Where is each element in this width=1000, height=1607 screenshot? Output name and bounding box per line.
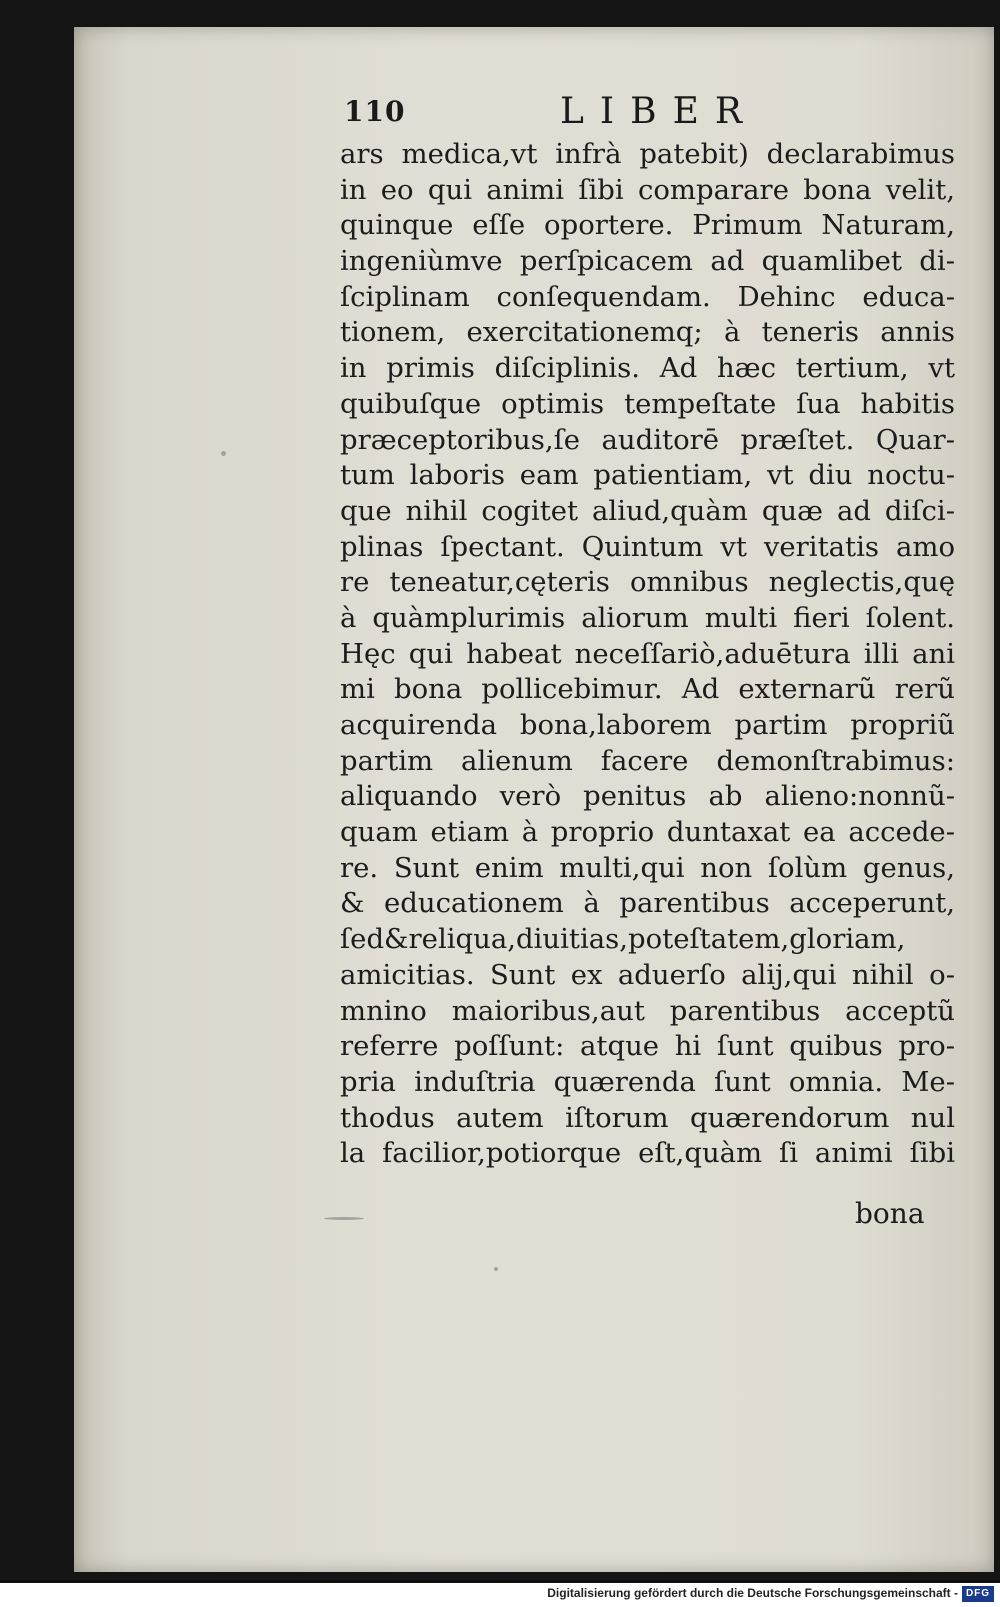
text-line: referre poſſunt: atque hi ſunt quibus pro-	[340, 1030, 955, 1063]
text-line: tionem, exercitationemq; à teneris annis	[340, 316, 955, 349]
text-line: & educationem à parentibus acceperunt,	[340, 887, 955, 920]
text-line: quibuſque optimis tempeſtate ſua habitis	[340, 387, 955, 420]
text-line: acquirenda bona,laborem partim propriũ	[340, 709, 955, 741]
text-line: quinque eſſe oportere. Primum Naturam,	[340, 209, 955, 242]
funding-credit: Digitalisierung gefördert durch die Deutsche Forschungsgemeinschaft -	[547, 1586, 958, 1600]
text-line: la facilior,potiorque eſt,quàm ſi animi ſibi	[340, 1137, 955, 1170]
text-line: que nihil cogitet aliud,quàm quæ ad diſci-	[340, 494, 955, 527]
text-line: ingeniùmve perſpicacem ad quamlibet di-	[340, 245, 955, 278]
text-line: mi bona pollicebimur. Ad externarũ rerũ	[340, 673, 955, 706]
running-head	[344, 91, 944, 135]
text-line: plinas ſpectant. Quintum vt veritatis amo	[340, 530, 955, 563]
running-head-title: LIBER	[560, 91, 758, 132]
text-line: ſciplinam conſequendam. Dehinc educa-	[340, 280, 955, 313]
text-line: præceptoribus,ſe auditorē præſtet. Quar-	[340, 423, 955, 456]
body-text	[340, 137, 955, 1172]
text-line: amicitias. Sunt ex aduerſo alij,qui nihil o-	[340, 958, 955, 991]
page-number: 110	[344, 95, 406, 128]
text-line: pria induſtria quærenda ſunt omnia. Me-	[340, 1065, 955, 1098]
ink-speck	[324, 1217, 364, 1220]
text-line: re teneatur,cęteris omnibus neglectis,quę	[340, 566, 955, 599]
text-line: ſed&reliqua,diuitias,poteſtatem,gloriam,	[340, 923, 906, 956]
text-line: thodus autem iſtorum quærendorum nul	[340, 1101, 955, 1134]
ink-speck	[494, 1267, 498, 1271]
text-line: ars medica,vt infrà patebit) declarabimus	[340, 138, 955, 170]
text-line: in eo qui animi ſibi comparare bona velit,	[340, 173, 955, 206]
text-line: re. Sunt enim multi,qui non ſolùm genus,	[340, 851, 955, 884]
digitization-footer	[0, 1583, 1000, 1607]
text-line: partim alienum facere demonſtrabimus:	[340, 744, 955, 777]
text-line: Hęc qui habeat neceſſariò,aduētura illi ani	[340, 637, 955, 670]
ink-speck	[221, 451, 226, 456]
text-line: in primis diſciplinis. Ad hæc tertium, vt	[340, 352, 955, 385]
text-line: tum laboris eam patientiam, vt diu noctu-	[340, 459, 955, 492]
catchword: bona	[855, 1197, 925, 1230]
text-line: aliquando verò penitus ab alieno:nonnũ-	[340, 780, 955, 813]
text-line: à quàmplurimis aliorum multi fieri ſolent.	[340, 601, 955, 634]
text-line: quam etiam à proprio duntaxat ea accede-	[340, 816, 955, 849]
text-line: mnino maioribus,aut parentibus acceptũ	[340, 994, 955, 1027]
dfg-logo: DFG	[962, 1586, 994, 1602]
